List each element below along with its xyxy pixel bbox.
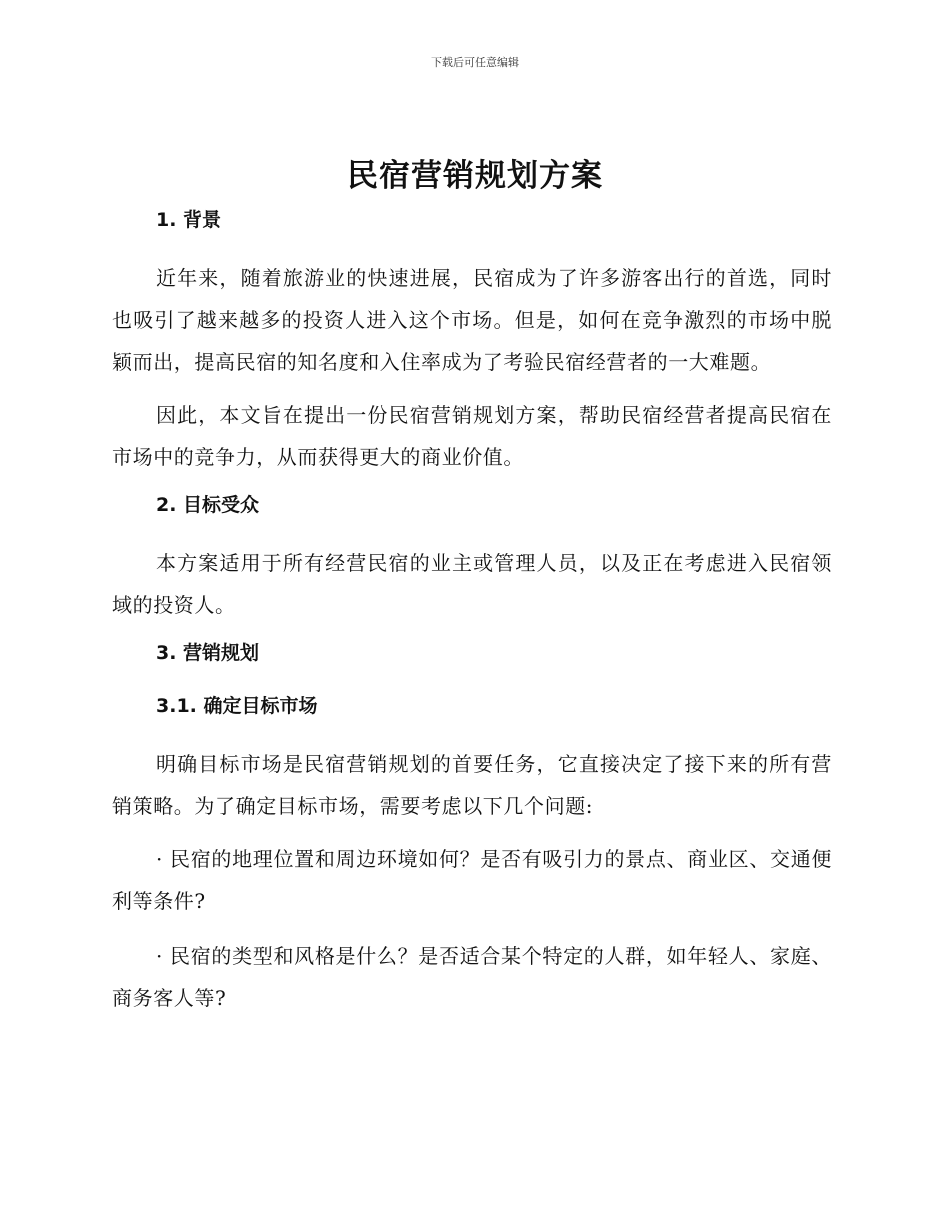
bullet-item-type-style: · 民宿的类型和风格是什么？是否适合某个特定的人群，如年轻人、家庭、商务客人等? [112,944,832,1010]
paragraph-target-market-1: 明确目标市场是民宿营销规划的首要任务，它直接决定了接下来的所有营销策略。为了确定目标市场，需要考虑以下几个问题: [112,752,832,818]
section-heading-audience: 2. 目标受众 [156,494,260,516]
paragraph-audience-1: 本方案适用于所有经营民宿的业主或管理人员，以及正在考虑进入民宿领域的投资人。 [112,551,832,617]
document-title: 民宿营销规划方案 [347,158,603,194]
section-heading-target-market: 3.1. 确定目标市场 [156,695,318,717]
paragraph-background-1: 近年来，随着旅游业的快速进展，民宿成为了许多游客出行的首选，同时也吸引了越来越多的投资人进入这个市场。但是，如何在竞争激烈的市场中脱颖而出，提高民宿的知名度和入住率成为了考验民宿经营者的一大难题。 [112,266,832,374]
section-heading-background: 1. 背景 [156,209,222,231]
document-body [112,204,832,1032]
bullet-item-location: · 民宿的地理位置和周边环境如何？是否有吸引力的景点、商业区、交通便利等条件? [112,847,832,913]
section-heading-plan: 3. 营销规划 [156,642,260,664]
header-note: 下载后可任意编辑 [431,56,519,69]
paragraph-background-2: 因此，本文旨在提出一份民宿营销规划方案，帮助民宿经营者提高民宿在市场中的竞争力，从而获得更大的商业价值。 [112,403,832,469]
